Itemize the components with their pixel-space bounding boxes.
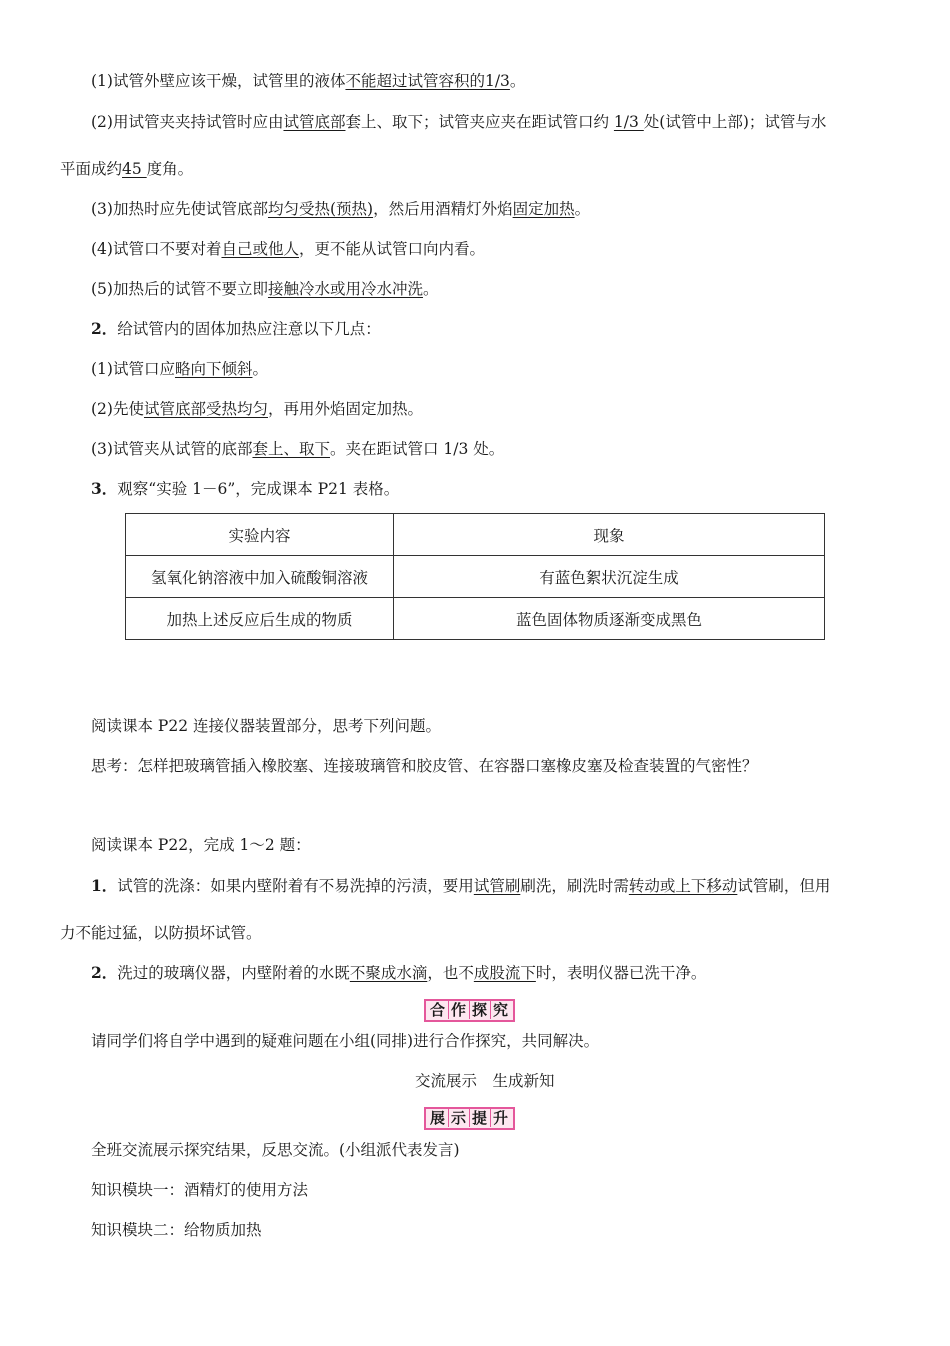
answer-blank: 1/3	[613, 113, 644, 131]
answer-blank: 转动或上下移动	[628, 877, 738, 895]
table-header-row	[126, 514, 825, 556]
table-row	[126, 556, 825, 598]
table-cell: 有蓝色絮状沉淀生成	[394, 556, 825, 598]
note-1-2: (2)用试管夹夹持试管时应由试管底部套上、取下；试管夹应夹在距试管口约 1/3 处(试管中上部)；试管与水	[91, 113, 827, 131]
answer-blank: 不聚成水滴	[349, 964, 428, 982]
answer-blank: 试管刷	[473, 877, 521, 895]
experiment-table	[125, 513, 825, 640]
answer-blank: 略向下倾斜	[174, 360, 253, 378]
note-1-2-cont: 平面成约45 度角。	[60, 160, 194, 178]
showcase-instruction: 全班交流展示探究结果，反思交流。(小组派代表发言)	[91, 1141, 460, 1159]
wash-note-1: 1．试管的洗涤：如果内壁附着有不易洗掉的污渍，要用试管刷刷洗，刷洗时需转动或上下移动试管刷，但用	[91, 876, 831, 895]
table-row	[126, 598, 825, 640]
answer-blank: 接触冷水或用冷水冲洗	[267, 280, 423, 298]
table-header: 实验内容	[126, 514, 394, 556]
table-cell: 氢氧化钠溶液中加入硫酸铜溶液	[126, 556, 394, 598]
answer-blank: 成股流下	[473, 964, 536, 982]
note-2-3: (3)试管夹从试管的底部套上、取下。夹在距试管口 1/3 处。	[91, 440, 505, 458]
reading-instruction-1: 阅读课本 P22 连接仪器装置部分，思考下列问题。	[91, 717, 442, 735]
answer-blank: 固定加热	[512, 200, 575, 218]
think-question: 思考：怎样把玻璃管插入橡胶塞、连接玻璃管和胶皮管、在容器口塞橡皮塞及检查装置的气密性？	[91, 757, 758, 775]
note-2-2: (2)先使试管底部受热均匀，再用外焰固定加热。	[91, 400, 423, 418]
note-1-4: (4)试管口不要对着自己或他人，更不能从试管口向内看。	[91, 240, 485, 258]
note-1-1: (1)试管外壁应该干燥，试管里的液体不能超过试管容积的1/3。	[91, 72, 526, 90]
cooperative-inquiry-badge: 合 作 探 究	[424, 999, 515, 1022]
answer-blank: 45	[122, 160, 147, 178]
cooperation-instruction: 请同学们将自学中遇到的疑难问题在小组(同排)进行合作探究，共同解决。	[91, 1032, 600, 1050]
section-title: 交流展示 生成新知	[415, 1072, 555, 1090]
answer-blank: 不能超过试管容积的1/3	[345, 72, 510, 90]
note-1-3: (3)加热时应先使试管底部均匀受热(预热)，然后用酒精灯外焰固定加热。	[91, 200, 591, 218]
wash-note-1-cont: 力不能过猛，以防损坏试管。	[60, 924, 262, 942]
section-3-heading: 3．观察“实验 1－6”，完成课本 P21 表格。	[91, 479, 400, 498]
note-1-5: (5)加热后的试管不要立即接触冷水或用冷水冲洗。	[91, 280, 439, 298]
table-header: 现象	[394, 514, 825, 556]
answer-blank: 套上、取下	[252, 440, 330, 458]
knowledge-module-1: 知识模块一：酒精灯的使用方法	[91, 1181, 309, 1199]
showcase-badge: 展 示 提 升	[424, 1107, 515, 1130]
table-cell: 蓝色固体物质逐渐变成黑色	[394, 598, 825, 640]
note-2-1: (1)试管口应略向下倾斜。	[91, 360, 268, 378]
table-cell: 加热上述反应后生成的物质	[126, 598, 394, 640]
answer-blank: 均匀受热(预热)	[267, 200, 374, 218]
wash-note-2: 2．洗过的玻璃仪器，内壁附着的水既不聚成水滴，也不成股流下时，表明仪器已洗干净。	[91, 963, 707, 982]
knowledge-module-2: 知识模块二：给物质加热	[91, 1221, 262, 1239]
reading-instruction-2: 阅读课本 P22，完成 1～2 题：	[91, 836, 311, 854]
answer-blank: 自己或他人	[221, 240, 299, 258]
answer-blank: 试管底部受热均匀	[143, 400, 268, 418]
section-2-heading: 2．给试管内的固体加热应注意以下几点：	[91, 319, 381, 338]
answer-blank: 试管底部	[283, 113, 346, 131]
